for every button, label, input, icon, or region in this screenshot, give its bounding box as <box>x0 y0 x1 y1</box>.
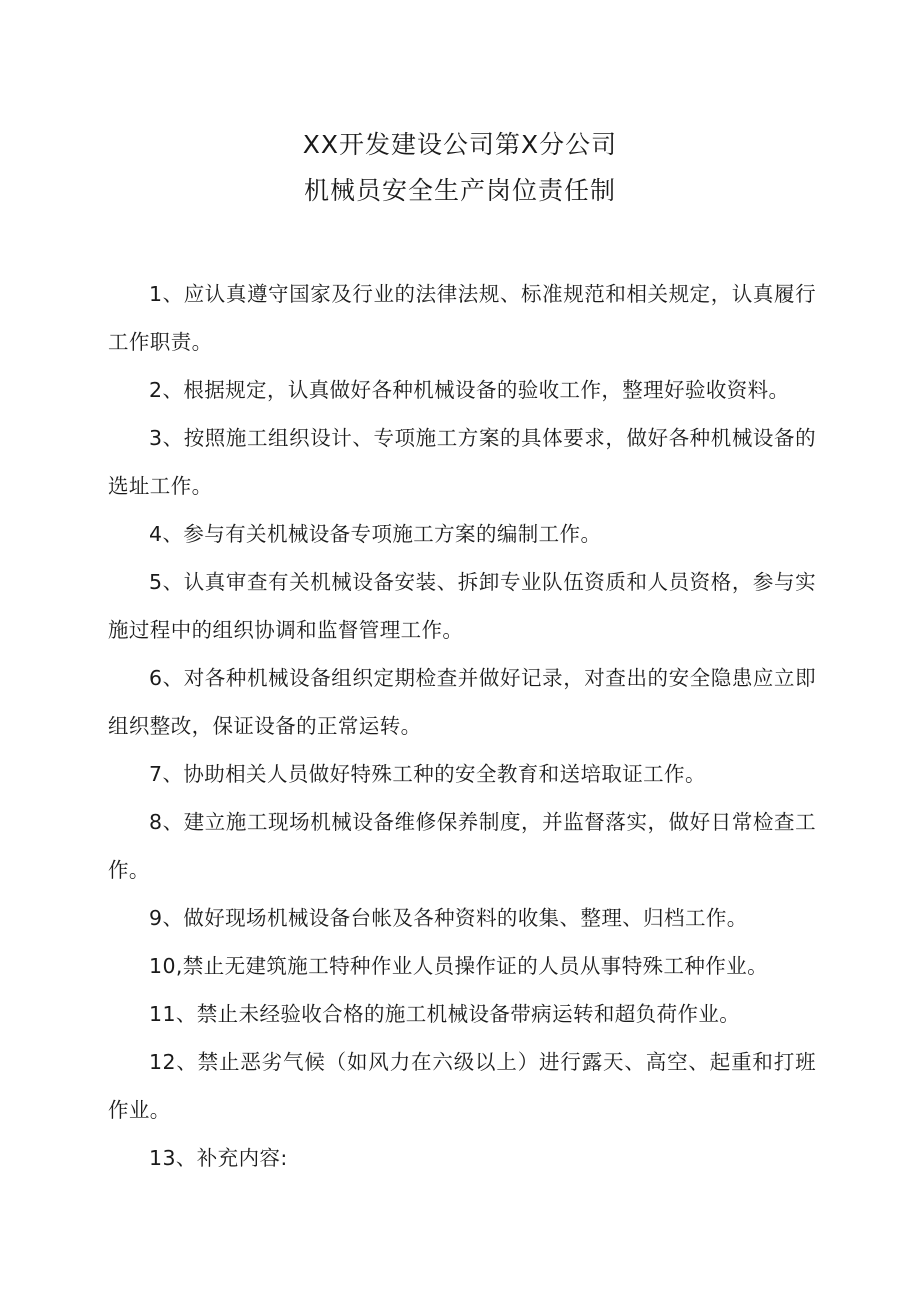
list-item: 4、参与有关机械设备专项施工方案的编制工作。 <box>149 522 602 546</box>
list-item: 6、对各种机械设备组织定期检查并做好记录，对查出的安全隐患应立即组织整改，保证设备的正常运转。 <box>108 666 816 738</box>
list-item: 11、禁止未经验收合格的施工机械设备带病运转和超负荷作业。 <box>149 1002 741 1026</box>
list-item: 5、认真审查有关机械设备安装、拆卸专业队伍资质和人员资格，参与实施过程中的组织协调和监督管理工作。 <box>108 570 816 642</box>
list-item: 2、根据规定，认真做好各种机械设备的验收工作，整理好验收资料。 <box>149 378 790 402</box>
list-item: 8、建立施工现场机械设备维修保养制度，并监督落实，做好日常检查工作。 <box>108 810 816 882</box>
list-item: 1、应认真遵守国家及行业的法律法规、标准规范和相关规定，认真履行工作职责。 <box>108 282 816 354</box>
list-item: 12、禁止恶劣气候（如风力在六级以上）进行露天、高空、起重和打班作业。 <box>108 1050 816 1122</box>
document-title: 机械员安全生产岗位责任制 <box>303 176 616 205</box>
company-title: XX开发建设公司第X分公司 <box>302 130 618 159</box>
title-block <box>0 122 920 214</box>
list-item: 10,禁止无建筑施工特种作业人员操作证的人员从事特殊工种作业。 <box>149 954 768 978</box>
list-item: 13、补充内容: <box>149 1146 288 1170</box>
responsibility-list <box>108 270 816 1182</box>
list-item: 9、做好现场机械设备台帐及各种资料的收集、整理、归档工作。 <box>149 906 748 930</box>
list-item: 7、协助相关人员做好特殊工种的安全教育和送培取证工作。 <box>149 762 706 786</box>
list-item: 3、按照施工组织设计、专项施工方案的具体要求，做好各种机械设备的选址工作。 <box>108 426 816 498</box>
